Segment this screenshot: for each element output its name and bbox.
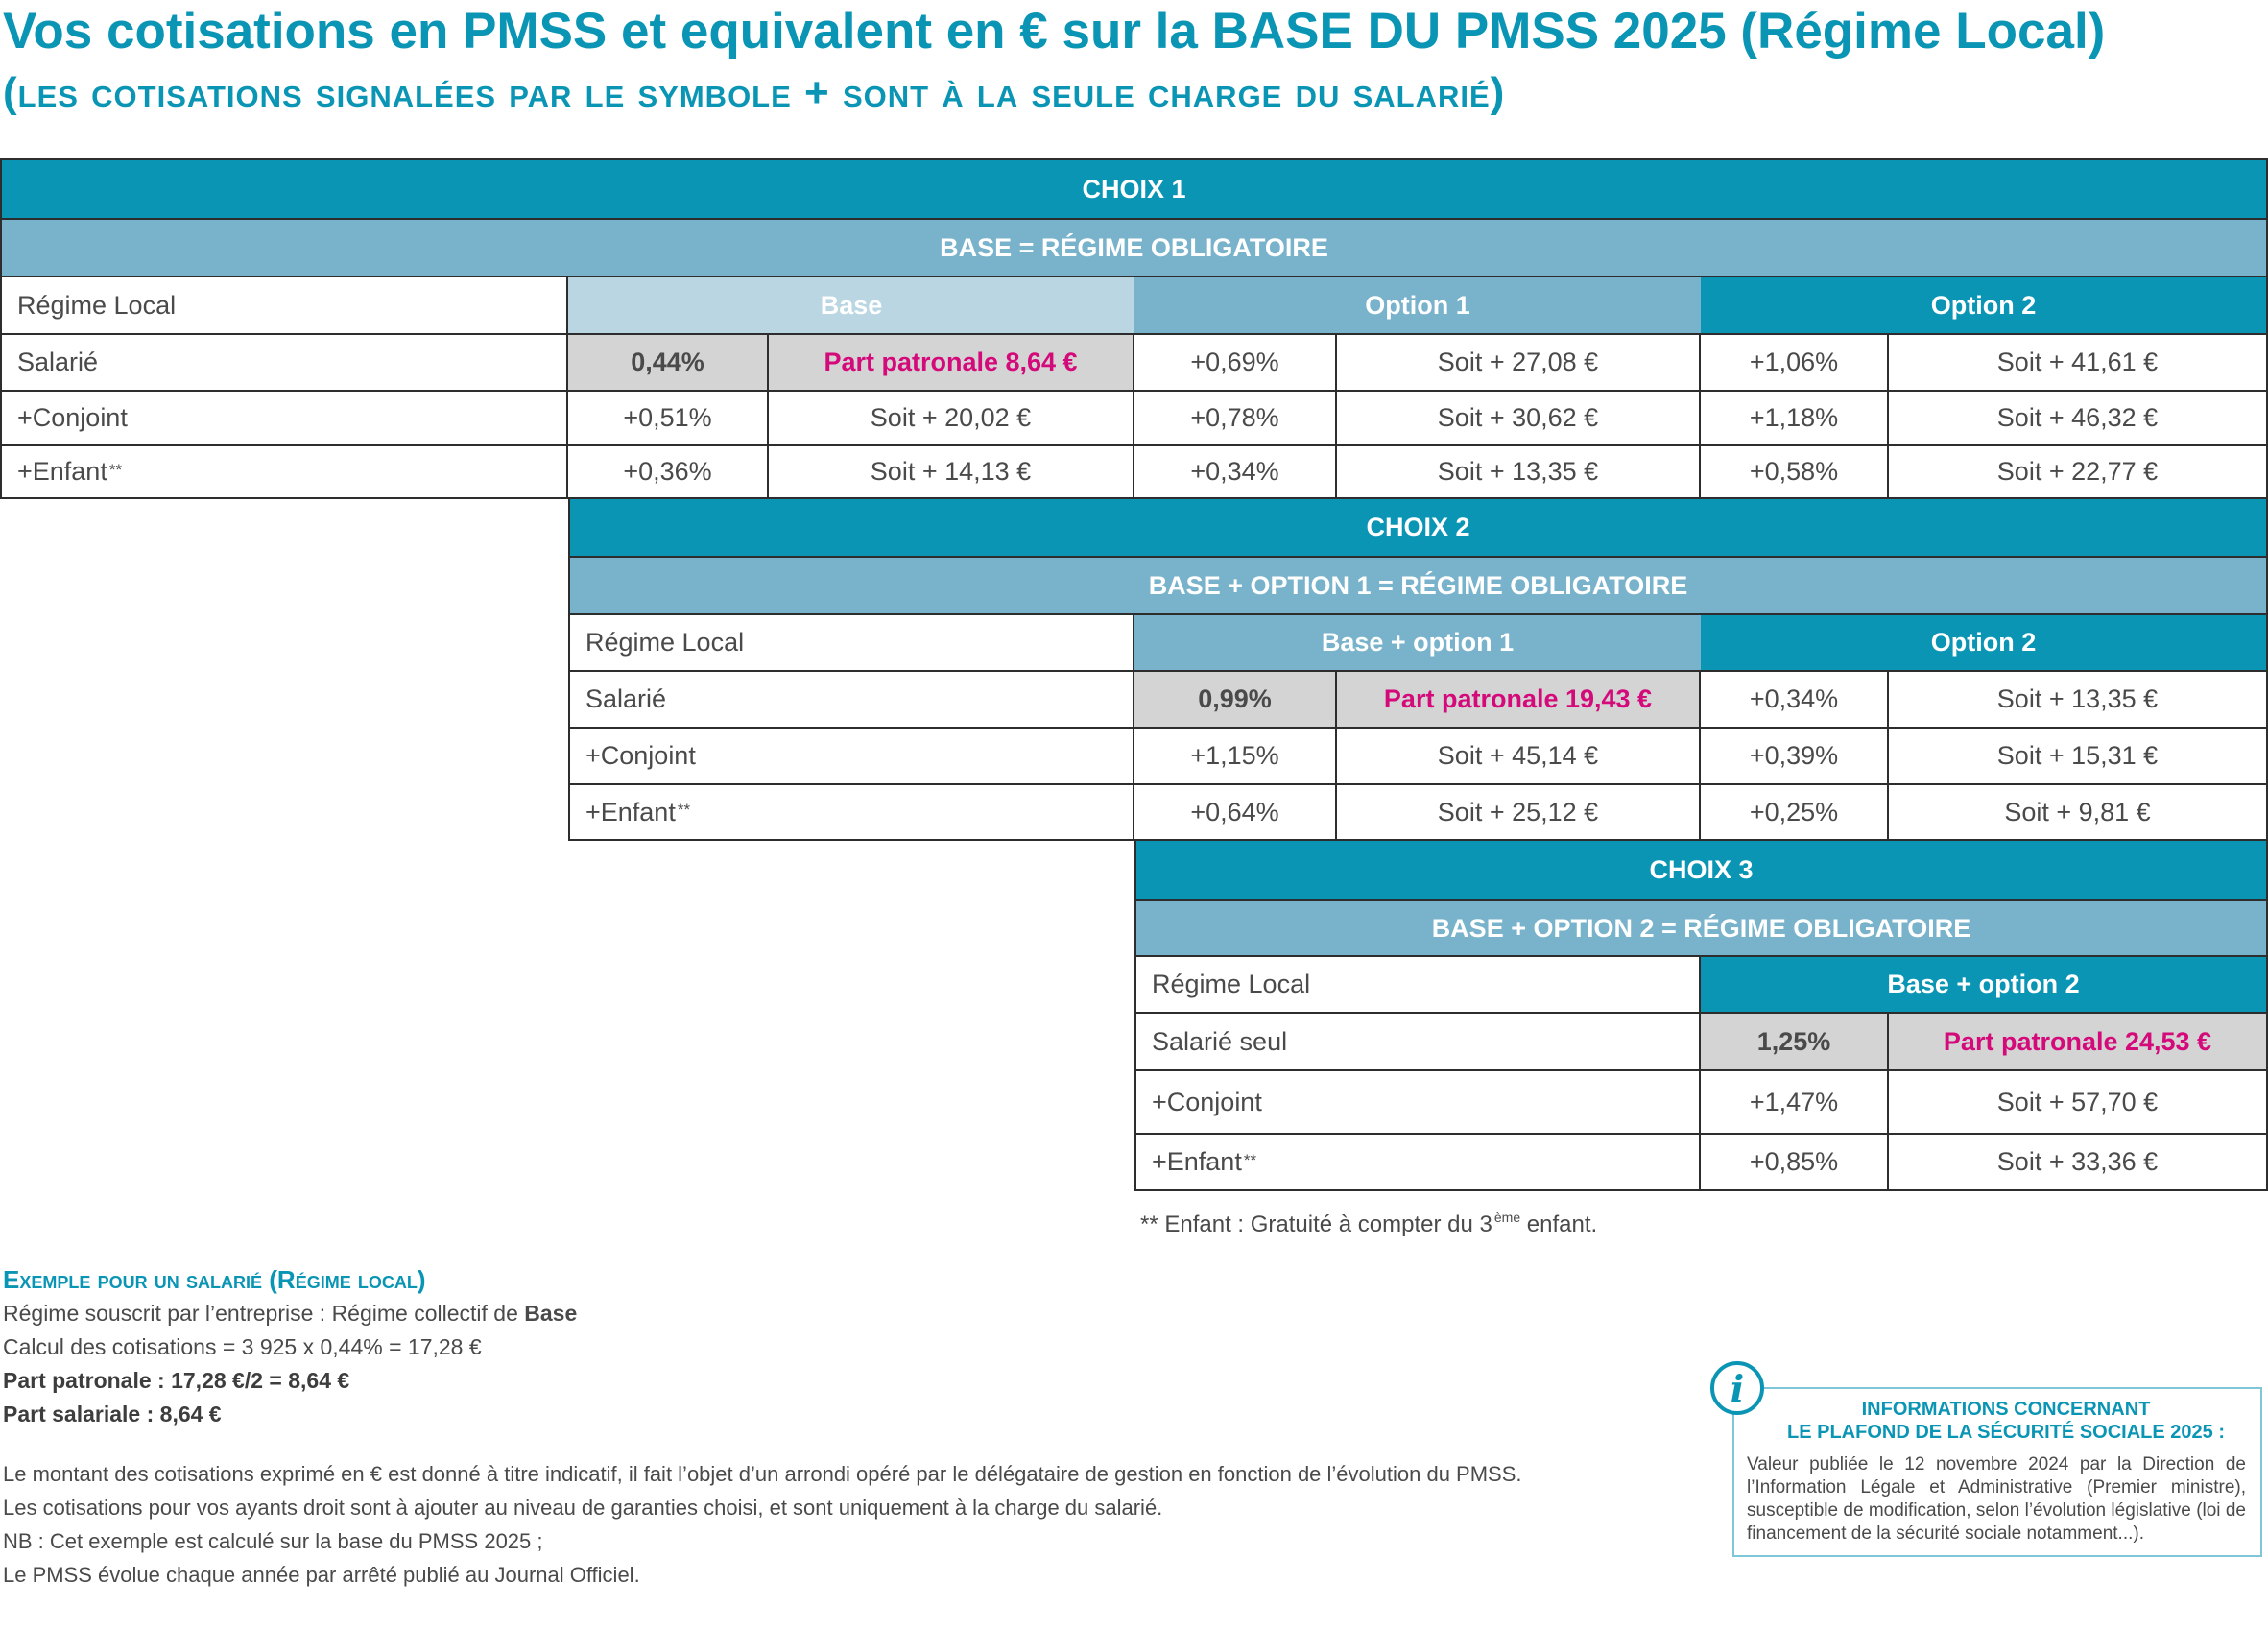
row-label: Salarié bbox=[0, 333, 568, 390]
base-amount: Soit + 25,12 € bbox=[1337, 783, 1701, 841]
option2-amount: Soit + 41,61 € bbox=[1889, 333, 2268, 390]
option2-amount: Soit + 13,35 € bbox=[1889, 670, 2268, 727]
row-label: +Conjoint bbox=[568, 727, 1134, 783]
footnote-text-end: enfant. bbox=[1520, 1211, 1598, 1237]
row-label bbox=[1134, 1133, 1701, 1191]
info-title bbox=[1756, 1398, 2256, 1444]
option2-rate: +0,39% bbox=[1701, 727, 1889, 783]
base-rate: +0,85% bbox=[1701, 1133, 1889, 1191]
footnote-sup: ème bbox=[1493, 1210, 1521, 1225]
option1-amount: Soit + 30,62 € bbox=[1337, 390, 1701, 444]
base-rate: +0,64% bbox=[1134, 783, 1337, 841]
note-line: Les cotisations pour vos ayants droit sont à ajouter au niveau de garanties choisi, et sont uniquement à la charge du salarié. bbox=[3, 1496, 1163, 1520]
row-label bbox=[0, 444, 568, 499]
choix2-col-option2: Option 2 bbox=[1701, 613, 2268, 670]
base-rate: +0,51% bbox=[568, 390, 769, 444]
option2-rate: +1,18% bbox=[1701, 390, 1889, 444]
footnote-marker: ** bbox=[677, 801, 691, 819]
info-body: Valeur publiée le 12 novembre 2024 par la Direction de l’Information Légale et Administrative (Premier ministre), susceptible de modification, selon l’évolution législative (loi de financement de la sécurité sociale notamment...). bbox=[1747, 1454, 2246, 1544]
base-rate: 0,44% bbox=[568, 333, 769, 390]
option2-rate: +0,25% bbox=[1701, 783, 1889, 841]
choix1-col-base: Base bbox=[568, 276, 1134, 333]
choix1-col-option2: Option 2 bbox=[1701, 276, 2268, 333]
choix3-col-label: Régime Local bbox=[1134, 955, 1701, 1012]
base-amount: Soit + 57,70 € bbox=[1889, 1069, 2268, 1133]
row-label: +Conjoint bbox=[0, 390, 568, 444]
note-line: NB : Cet exemple est calculé sur la base du PMSS 2025 ; bbox=[3, 1529, 543, 1553]
choix2-col-base: Base + option 1 bbox=[1134, 613, 1701, 670]
row-label: +Conjoint bbox=[1134, 1069, 1701, 1133]
row-label bbox=[568, 783, 1134, 841]
option2-rate: +1,06% bbox=[1701, 333, 1889, 390]
base-amount: Soit + 14,13 € bbox=[769, 444, 1134, 499]
choix1-subheader: BASE = RÉGIME OBLIGATOIRE bbox=[0, 218, 2268, 276]
choix1-col-label: Régime Local bbox=[0, 276, 568, 333]
info-icon: i bbox=[1710, 1361, 1764, 1415]
example-title: Exemple pour un salarié (Régime local) bbox=[3, 1265, 426, 1294]
base-amount: Soit + 33,36 € bbox=[1889, 1133, 2268, 1191]
base-rate: +0,36% bbox=[568, 444, 769, 499]
row-label: Salarié bbox=[568, 670, 1134, 727]
base-rate: 0,99% bbox=[1134, 670, 1337, 727]
choix3-col-base: Base + option 2 bbox=[1701, 955, 2268, 1012]
base-amount: Soit + 45,14 € bbox=[1337, 727, 1701, 783]
option2-amount: Soit + 9,81 € bbox=[1889, 783, 2268, 841]
option1-amount: Soit + 13,35 € bbox=[1337, 444, 1701, 499]
row-label-text: +Enfant bbox=[17, 457, 107, 486]
base-amount: Soit + 20,02 € bbox=[769, 390, 1134, 444]
info-title-line: LE PLAFOND DE LA SÉCURITÉ SOCIALE 2025 : bbox=[1787, 1422, 2225, 1443]
page-subtitle: (les cotisations signalées par le symbole + sont à la seule charge du salarié) bbox=[3, 69, 1506, 116]
example-line-text: Régime souscrit par l’entreprise : Régime collectif de bbox=[3, 1301, 525, 1326]
example-line: Calcul des cotisations = 3 925 x 0,44% = 17,28 € bbox=[3, 1334, 482, 1359]
option2-amount: Soit + 15,31 € bbox=[1889, 727, 2268, 783]
choix2-col-label: Régime Local bbox=[568, 613, 1134, 670]
footnote-stars: ** bbox=[1140, 1211, 1158, 1237]
example-employee-share: Part salariale : 8,64 € bbox=[3, 1402, 222, 1426]
note-line: Le PMSS évolue chaque année par arrêté publié au Journal Officiel. bbox=[3, 1563, 640, 1587]
base-rate: +1,47% bbox=[1701, 1069, 1889, 1133]
choix1-header: CHOIX 1 bbox=[0, 158, 2268, 218]
base-employer-share: Part patronale 24,53 € bbox=[1889, 1012, 2268, 1069]
choix2-header: CHOIX 2 bbox=[568, 499, 2268, 556]
choix3-header: CHOIX 3 bbox=[1134, 841, 2268, 899]
option1-rate: +0,34% bbox=[1134, 444, 1337, 499]
option2-amount: Soit + 46,32 € bbox=[1889, 390, 2268, 444]
option2-rate: +0,58% bbox=[1701, 444, 1889, 499]
footnote bbox=[1140, 1211, 1597, 1238]
base-rate: 1,25% bbox=[1701, 1012, 1889, 1069]
example-line bbox=[3, 1301, 577, 1327]
choix2-subheader: BASE + OPTION 1 = RÉGIME OBLIGATOIRE bbox=[568, 556, 2268, 613]
note-line: Le montant des cotisations exprimé en € est donné à titre indicatif, il fait l’objet d’un arrondi opéré par le délégataire de gestion en fonction de l’évolution du PMSS. bbox=[3, 1462, 1522, 1486]
option1-rate: +0,78% bbox=[1134, 390, 1337, 444]
footnote-text: Enfant : Gratuité à compter du 3 bbox=[1164, 1211, 1492, 1237]
row-label: Salarié seul bbox=[1134, 1012, 1701, 1069]
row-label-text: +Enfant bbox=[585, 797, 676, 827]
choix1-col-option1: Option 1 bbox=[1134, 276, 1701, 333]
base-rate: +1,15% bbox=[1134, 727, 1337, 783]
footnote-marker: ** bbox=[108, 460, 123, 479]
choix3-subheader: BASE + OPTION 2 = RÉGIME OBLIGATOIRE bbox=[1134, 899, 2268, 955]
example-employer-share: Part patronale : 17,28 €/2 = 8,64 € bbox=[3, 1368, 350, 1393]
option2-rate: +0,34% bbox=[1701, 670, 1889, 727]
footnote-marker: ** bbox=[1243, 1150, 1257, 1169]
base-employer-share: Part patronale 8,64 € bbox=[769, 333, 1134, 390]
info-title-line: INFORMATIONS CONCERNANT bbox=[1861, 1399, 2151, 1420]
option1-rate: +0,69% bbox=[1134, 333, 1337, 390]
option1-amount: Soit + 27,08 € bbox=[1337, 333, 1701, 390]
row-label-text: +Enfant bbox=[1152, 1147, 1242, 1176]
base-employer-share: Part patronale 19,43 € bbox=[1337, 670, 1701, 727]
example-line-bold: Base bbox=[524, 1301, 578, 1326]
page-title: Vos cotisations en PMSS et equivalent en € sur la BASE DU PMSS 2025 (Régime Local) bbox=[3, 3, 2106, 60]
option2-amount: Soit + 22,77 € bbox=[1889, 444, 2268, 499]
